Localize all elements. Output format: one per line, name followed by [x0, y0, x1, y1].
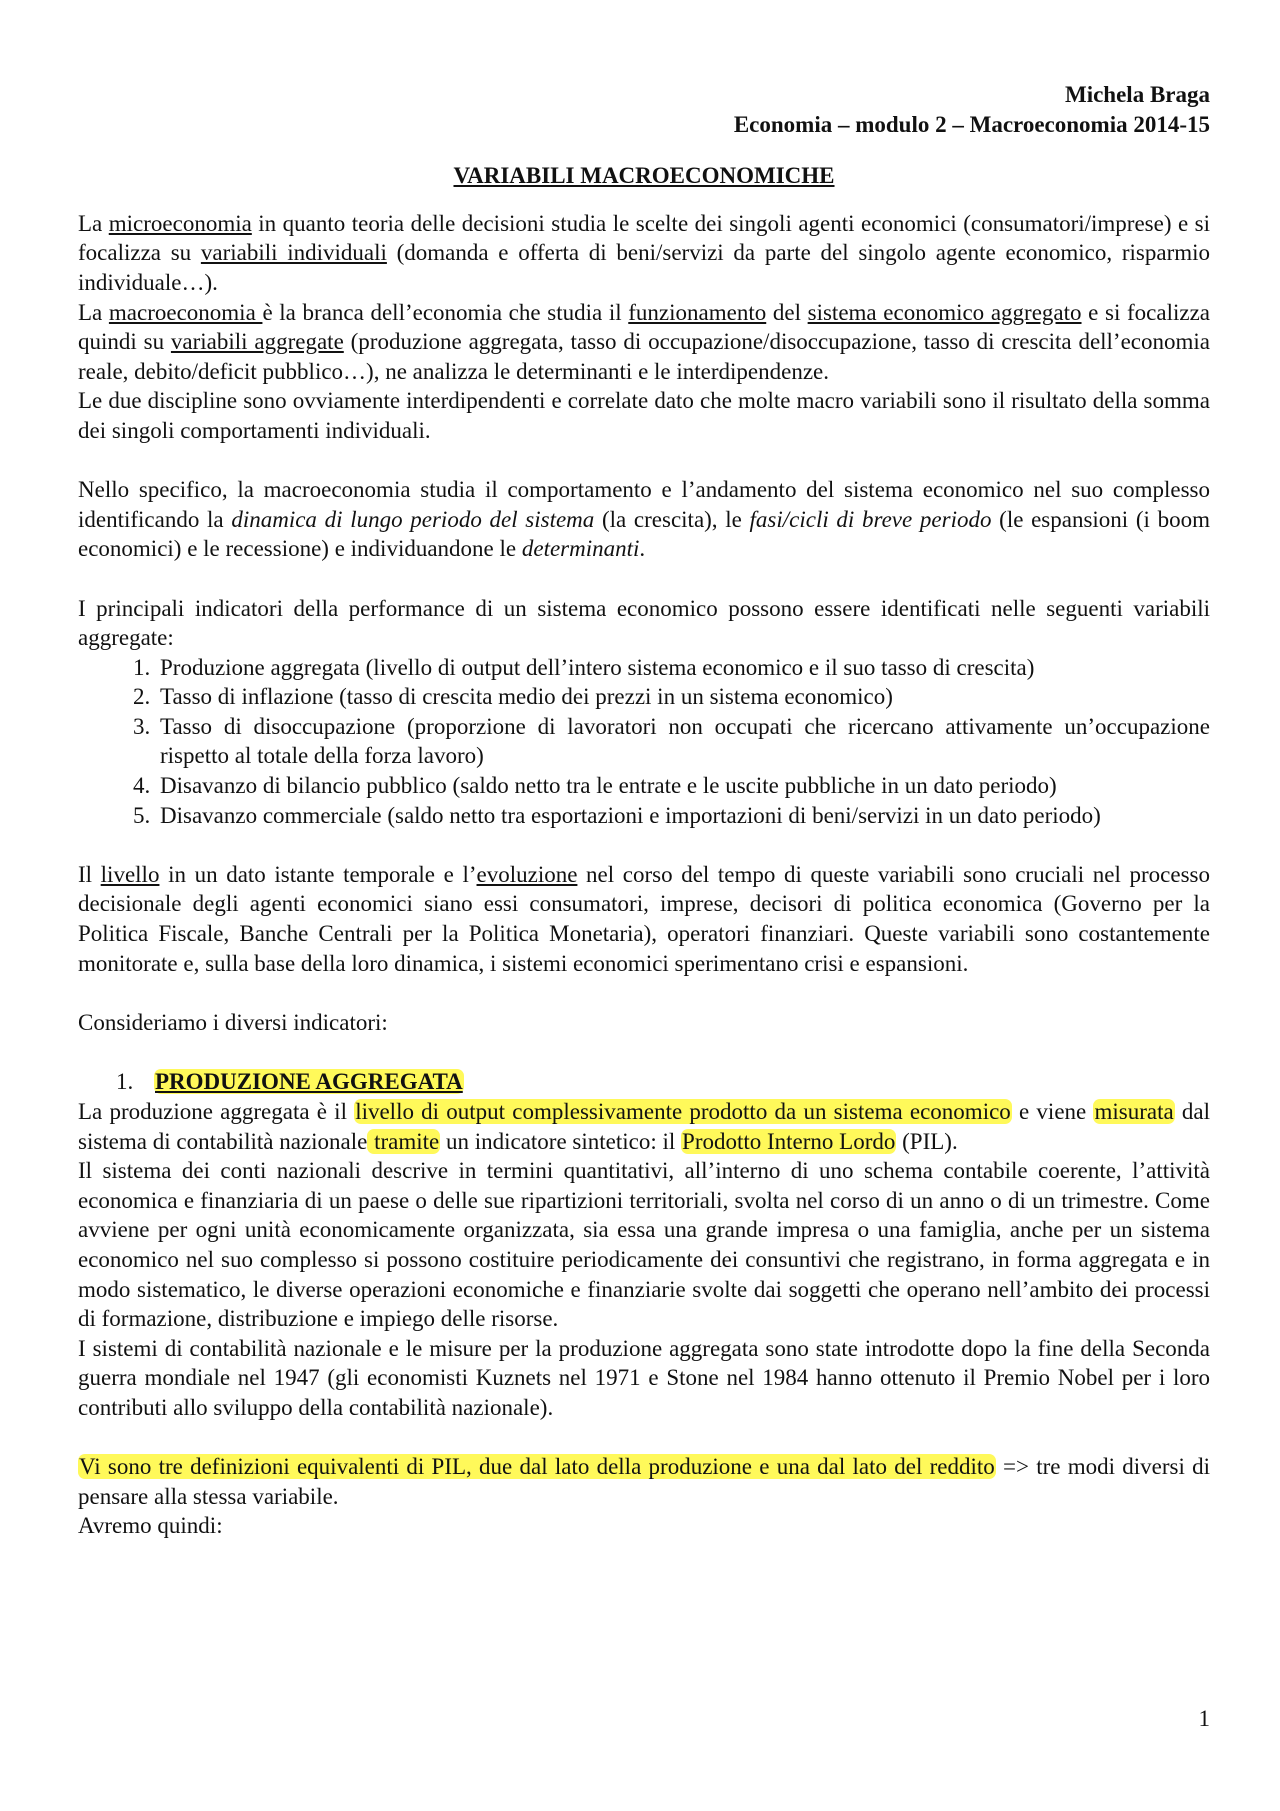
- page-number: 1: [1198, 1706, 1210, 1731]
- list-item: 5. Disavanzo commerciale (saldo netto tra esportazioni e importazioni di beni/servizi in un dato periodo): [156, 801, 1210, 831]
- term-livello: livello: [100, 861, 160, 887]
- highlight-misurata: misurata: [1094, 1099, 1174, 1124]
- list-item: 4. Disavanzo di bilancio pubblico (saldo netto tra le entrate e le uscite pubbliche in un dato periodo): [156, 771, 1210, 801]
- document-page: [78, 0, 1210, 1541]
- intro-paragraph-micro: La microeconomia in quanto teoria delle decisioni studia le scelte dei singoli agenti economici (consumatori/imprese) e si focalizza su variabili individuali (domanda e offerta di beni/servizi da parte del singolo agente economico, risparmio individuale…).: [78, 210, 1211, 295]
- highlight-pil: Prodotto Interno Lordo: [682, 1128, 896, 1154]
- highlight-livello-output: livello di output complessivamente prodotto da un sistema economico: [355, 1099, 1011, 1124]
- section-number: 1.: [116, 1069, 134, 1095]
- course-title: Economia – modulo 2 – Macroeconomia 2014-15: [733, 111, 1210, 137]
- level-paragraph: Il livello in un dato istante temporale e l’evoluzione nel corso del tempo di queste variabili sono cruciali nel processo decisionale degli agenti economici siano essi consumatori, imprese, decisori di politica economica (Governo per la Politica Fiscale, Banche Centrali per la Politica Monetaria), operatori finanziari. Queste variabili sono costantemente monitorate e, sulla base della loro dinamica, i sistemi economici sperimentano crisi e espansioni.: [78, 861, 1210, 976]
- section1-paragraph-history: I sistemi di contabilità nazionale e le misure per la produzione aggregata sono state introdotte dopo la fine della Seconda guerra mondiale nel 1947 (gli economisti Kuznets nel 1971 e Stone nel 1984 hanno ottenuto il Premio Nobel per i loro contributi allo sviluppo della contabilità nazionale).: [78, 1335, 1210, 1420]
- highlight-tre-definizioni: Vi sono tre definizioni equivalenti di PIL, due dal lato della produzione e una dal lato del reddito: [79, 1454, 995, 1480]
- consider-paragraph: Consideriamo i diversi indicatori:: [78, 1009, 388, 1035]
- list-item: 1. Produzione aggregata (livello di output dell’intero sistema economico e il suo tasso di crescita): [156, 653, 1210, 683]
- section1-paragraph-avremo: Avremo quindi:: [78, 1513, 223, 1539]
- term-sistema-economico-aggregato: sistema economico aggregato: [807, 299, 1082, 325]
- term-funzionamento: funzionamento: [628, 299, 767, 325]
- term-determinanti: determinanti: [521, 536, 640, 562]
- term-dinamica-lungo-periodo: dinamica di lungo periodo del sistema: [231, 506, 595, 532]
- section1-paragraph-definition: La produzione aggregata è il livello di output complessivamente prodotto da un sistema economico e viene misurata dal sistema di contabilità nazionale tramite un indicatore sintetico: il Prodotto Interno Lordo (PIL).: [78, 1099, 1210, 1154]
- highlight-tramite: tramite: [368, 1128, 440, 1154]
- term-fasi-cicli: fasi/cicli di breve periodo: [749, 506, 992, 532]
- section1-paragraph-accounts: Il sistema dei conti nazionali descrive in termini quantitativi, all’interno di uno schema contabile coerente, l’attività economica e finanziaria di un paese o delle sue ripartizioni territoriali, svolta nel corso di un anno o di un trimestre. Come avviene per ogni unità economicamente organizzata, sia essa una grande impresa o una famiglia, anche per un sistema economico nel suo complesso si possono costituire periodicamente dei consuntivi che registrano, in forma aggregata e in modo sistematico, le diverse operazioni economiche e finanziarie svolte dai soggetti che operano nell’ambito dei processi di formazione, distribuzione e impiego delle risorse.: [78, 1158, 1210, 1332]
- section1-paragraph-definitions: Vi sono tre definizioni equivalenti di PIL, due dal lato della produzione e una dal lato del reddito => tre modi diversi di pensare alla stessa variabile.: [78, 1454, 1210, 1509]
- indicators-list: [78, 653, 1210, 831]
- term-variabili-individuali: variabili individuali: [200, 240, 387, 266]
- term-macroeconomia: macroeconomia: [108, 299, 263, 325]
- specific-paragraph: Nello specifico, la macroeconomia studia il comportamento e l’andamento del sistema economico nel suo complesso identificando la dinamica di lungo periodo del sistema (la crescita), le fasi/cicli di breve periodo (le espansioni (i boom economici) e le recessione) e individuandone le determinanti.: [78, 477, 1211, 562]
- section-title: PRODUZIONE AGGREGATA: [155, 1069, 463, 1095]
- term-microeconomia: microeconomia: [108, 210, 252, 236]
- term-variabili-aggregate: variabili aggregate: [170, 329, 344, 355]
- author-name: Michela Braga: [1065, 82, 1210, 107]
- term-evoluzione: evoluzione: [476, 861, 578, 887]
- intro-paragraph-disciplines: Le due discipline sono ovviamente interdipendenti e correlate dato che molte macro variabili sono il risultato della somma dei singoli comportamenti individuali.: [78, 388, 1210, 443]
- page-title: VARIABILI MACROECONOMICHE: [453, 163, 835, 189]
- list-item: 2. Tasso di inflazione (tasso di crescita medio dei prezzi in un sistema economico): [156, 682, 1210, 712]
- section-heading: [78, 1067, 1210, 1097]
- intro-paragraph-macro: La macroeconomia è la branca dell’economia che studia il funzionamento del sistema economico aggregato e si focalizza quindi su variabili aggregate (produzione aggregata, tasso di occupazione/disoccupazione, tasso di crescita dell’economia reale, debito/deficit pubblico…), ne analizza le determinanti e le interdipendenze.: [78, 299, 1210, 384]
- list-item: 3. Tasso di disoccupazione (proporzione di lavoratori non occupati che ricercano attivamente un’occupazione rispetto al totale della forza lavoro): [156, 712, 1210, 771]
- document-header: [78, 80, 1210, 139]
- indicators-intro: I principali indicatori della performance di un sistema economico possono essere identificati nelle seguenti variabili aggregate:: [78, 595, 1210, 651]
